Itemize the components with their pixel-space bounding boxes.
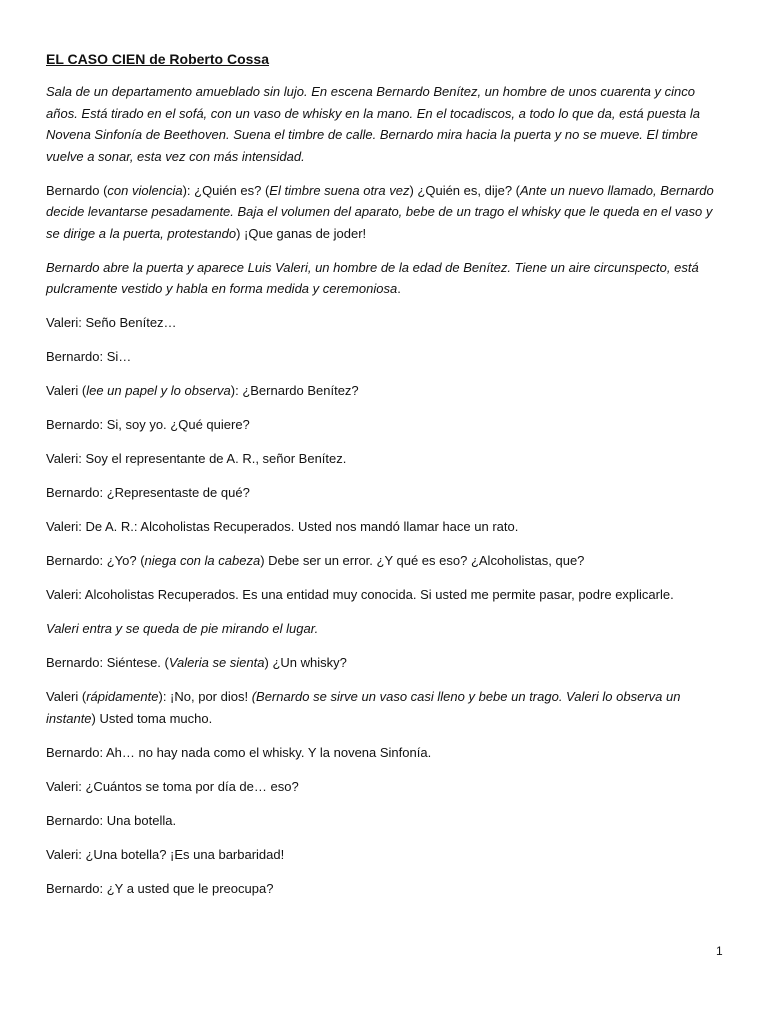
paragraph <box>46 742 726 764</box>
dialogue-text: Valeri: Soy el representante de A. R., señor Benítez. <box>46 451 347 466</box>
dialogue-text: Bernardo: Siéntese. ( <box>46 655 169 670</box>
paragraph <box>46 414 726 436</box>
paragraph <box>46 878 726 900</box>
dialogue-text: Valeri: Alcoholistas Recuperados. Es una entidad muy conocida. Si usted me permite pasar, podre explicarle. <box>46 587 674 602</box>
paragraph <box>46 618 726 640</box>
paragraph <box>46 550 726 572</box>
dialogue-text: Bernardo: Una botella. <box>46 812 177 828</box>
dialogue-text: . <box>397 281 401 296</box>
dialogue-text: Valeri: ¿Una botella? ¡Es una barbaridad! <box>46 846 285 862</box>
dialogue-text: Valeri: Seño Benítez… <box>46 315 177 330</box>
dialogue-text: ) Debe ser un error. ¿Y qué es eso? ¿Alcoholistas, que? <box>260 553 585 568</box>
dialogue-text: ) ¿Quién es, dije? ( <box>409 182 521 198</box>
paragraph <box>46 584 726 606</box>
stage-direction-text: rápidamente <box>86 689 159 704</box>
stage-direction-text: Valeri entra y se queda de pie mirando el lugar. <box>46 621 319 636</box>
paragraph <box>46 380 726 402</box>
dialogue-text: Bernardo: ¿Representaste de qué? <box>46 485 250 500</box>
dialogue-text: Valeri: ¿Cuántos se toma por día de… eso? <box>46 778 299 794</box>
paragraph <box>46 346 726 368</box>
dialogue-text: Valeri ( <box>46 689 87 704</box>
paragraph <box>46 257 726 300</box>
paragraph <box>46 81 726 167</box>
dialogue-text: ): ¿Quién es? ( <box>182 182 270 198</box>
paragraph <box>46 180 726 245</box>
document-title: EL CASO CIEN de Roberto Cossa <box>46 51 270 67</box>
dialogue-text: ) Usted toma mucho. <box>91 710 213 726</box>
document-page <box>46 49 726 912</box>
paragraph <box>46 482 726 504</box>
stage-direction-text: (Bernardo se sirve un vaso casi lleno y bebe un trago. Valeri lo observa un instante <box>46 689 681 726</box>
dialogue-text: Valeri ( <box>46 383 87 398</box>
dialogue-text: ): ¡No, por dios! <box>158 689 252 704</box>
dialogue-text: Bernardo ( <box>46 182 108 198</box>
dialogue-text: ): ¿Bernardo Benítez? <box>230 383 359 398</box>
stage-direction-text: Bernardo abre la puerta y aparece Luis Valeri, un hombre de la edad de Benítez. Tiene un aire circunspecto, está pulcramente vestido y habla en forma medida y ceremoniosa <box>46 259 699 296</box>
dialogue-text: Bernardo: Ah… no hay nada como el whisky. Y la novena Sinfonía. <box>46 744 432 760</box>
dialogue-text: Valeri: De A. R.: Alcoholistas Recuperados. Usted nos mandó llamar hace un rato. <box>46 519 519 534</box>
dialogue-text: ) ¿Un whisky? <box>264 655 347 670</box>
stage-direction-text: lee un papel y lo observa <box>86 383 231 398</box>
dialogue-text: ) ¡Que ganas de joder! <box>236 225 367 241</box>
page-number: 1 <box>716 944 723 958</box>
stage-direction-text: Ante un nuevo llamado, Bernardo decide levantarse pesadamente. Baja el volumen del aparato, bebe de un trago el whisky que le queda en el vaso y se dirige a la puerta, protestando <box>46 182 714 241</box>
paragraph <box>46 776 726 798</box>
document-body <box>46 81 726 899</box>
paragraph <box>46 448 726 470</box>
dialogue-text: Bernardo: Si… <box>46 349 132 364</box>
stage-direction-text: con violencia <box>107 182 183 198</box>
paragraph <box>46 516 726 538</box>
stage-direction-text: niega con la cabeza <box>144 553 261 568</box>
dialogue-text: Bernardo: Si, soy yo. ¿Qué quiere? <box>46 417 250 432</box>
dialogue-text: Bernardo: ¿Yo? ( <box>46 553 145 568</box>
paragraph <box>46 686 726 729</box>
stage-direction-text: Sala de un departamento amueblado sin lujo. En escena Bernardo Benítez, un hombre de unos cuarenta y cinco años. Está tirado en el sofá, con un vaso de whisky en la mano. En el tocadiscos, a todo lo que da, está puesta la Novena Sinfonía de Beethoven. Suena el timbre de calle. Bernardo mira hacia la puerta y no se mueve. El timbre vuelve a sonar, esta vez con más intensidad. <box>46 84 701 164</box>
paragraph <box>46 810 726 832</box>
paragraph <box>46 844 726 866</box>
paragraph <box>46 652 726 674</box>
stage-direction-text: El timbre suena otra vez <box>269 182 410 198</box>
stage-direction-text: Valeria se sienta <box>168 655 265 670</box>
dialogue-text: Bernardo: ¿Y a usted que le preocupa? <box>46 880 274 896</box>
paragraph <box>46 312 726 334</box>
